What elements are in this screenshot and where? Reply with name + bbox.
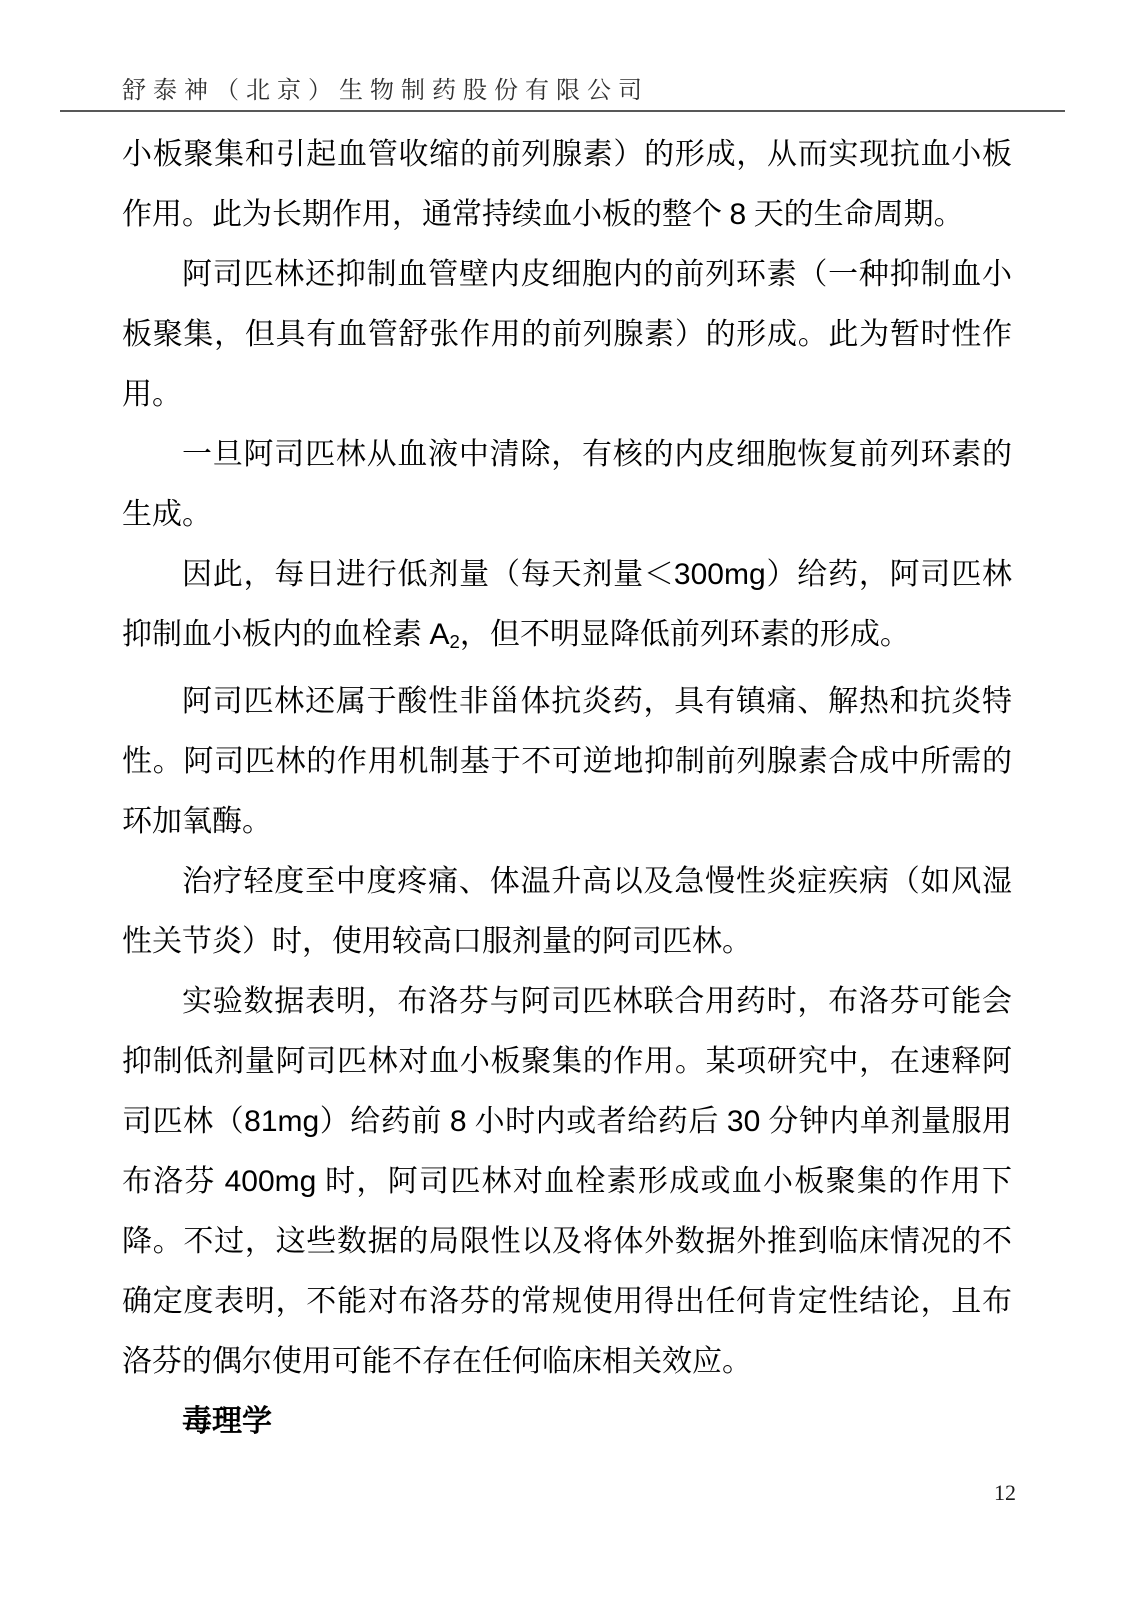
cjk-run: 阿司匹林还抑制血管壁内皮细胞内的前列环素（一种抑制血小板聚集，但具有血管舒张作用的前列腺素）的形成。此为暂时性作用。 (122, 258, 1012, 411)
latin-run: 400mg (224, 1165, 317, 1199)
cjk-run: 小时内或者给药后 (466, 1105, 727, 1139)
subscript-text: 2 (449, 631, 460, 653)
cjk-run: 毒理学 (182, 1405, 272, 1439)
cjk-run: 一旦阿司匹林从血液中清除，有核的内皮细胞恢复前列环素的生成。 (122, 438, 1012, 531)
paragraph-7 (122, 972, 1012, 1392)
latin-run: A (429, 618, 450, 651)
header-company-name: 舒泰神（北京）生物制药股份有限公司 (122, 78, 649, 104)
document-body (122, 125, 1012, 1452)
latin-run: 30 (726, 1105, 761, 1139)
cjk-run: 实验数据表明，布洛芬与阿司匹林联合用药时，布洛芬可能会抑制低剂量阿司匹林对血小板聚集的作用。某项研究中，在速释阿司匹林（ (122, 985, 1012, 1139)
cjk-run: 因此，每日进行低剂量（每天剂量＜ (182, 558, 674, 591)
section-heading-toxicology (122, 1392, 1012, 1452)
latin-run: 8 (449, 1105, 467, 1139)
page-number: 12 (994, 1480, 1016, 1505)
cjk-run: 治疗轻度至中度疼痛、体温升高以及急慢性炎症疾病（如风湿性关节炎）时，使用较高口服剂量的阿司匹林。 (122, 865, 1012, 959)
cjk-run: 阿司匹林还属于酸性非甾体抗炎药，具有镇痛、解热和抗炎特性。阿司匹林的作用机制基于不可逆地抑制前列腺素合成中所需的环加氧酶。 (122, 685, 1012, 839)
latin-run: 300mg (673, 558, 766, 591)
cjk-run: 时，阿司匹林对血栓素形成或血小板聚集的作用下降。不过，这些数据的局限性以及将体外数据外推到临床情况的不确定度表明，不能对布洛芬的常规使用得出任何肯定性结论，且布洛芬的偶尔使用可能不存在任何临床相关效应。 (122, 1165, 1013, 1379)
paragraph-2 (122, 245, 1012, 425)
cjk-run: 天的生命周期。 (746, 198, 964, 231)
cjk-run: 分钟内单剂量服用布洛芬 (122, 1105, 1013, 1199)
paragraph-5 (122, 672, 1012, 852)
cjk-run: ）给药，阿司匹林抑制血小板内的血栓素 (122, 558, 1013, 651)
paragraph-4 (122, 545, 1012, 672)
cjk-run: ）给药前 (319, 1105, 450, 1139)
latin-run: 8 (729, 198, 747, 231)
cjk-run: 小板聚集和引起血管收缩的前列腺素）的形成，从而实现抗血小板作用。此为长期作用，通常持续血小板的整个 (122, 138, 1012, 231)
paragraph-6 (122, 852, 1012, 972)
paragraph-1 (122, 125, 1012, 245)
latin-run: 81mg (244, 1105, 320, 1139)
header-rule (60, 110, 1065, 112)
paragraph-3 (122, 425, 1012, 545)
cjk-run: ，但不明显降低前列环素的形成。 (459, 618, 910, 651)
